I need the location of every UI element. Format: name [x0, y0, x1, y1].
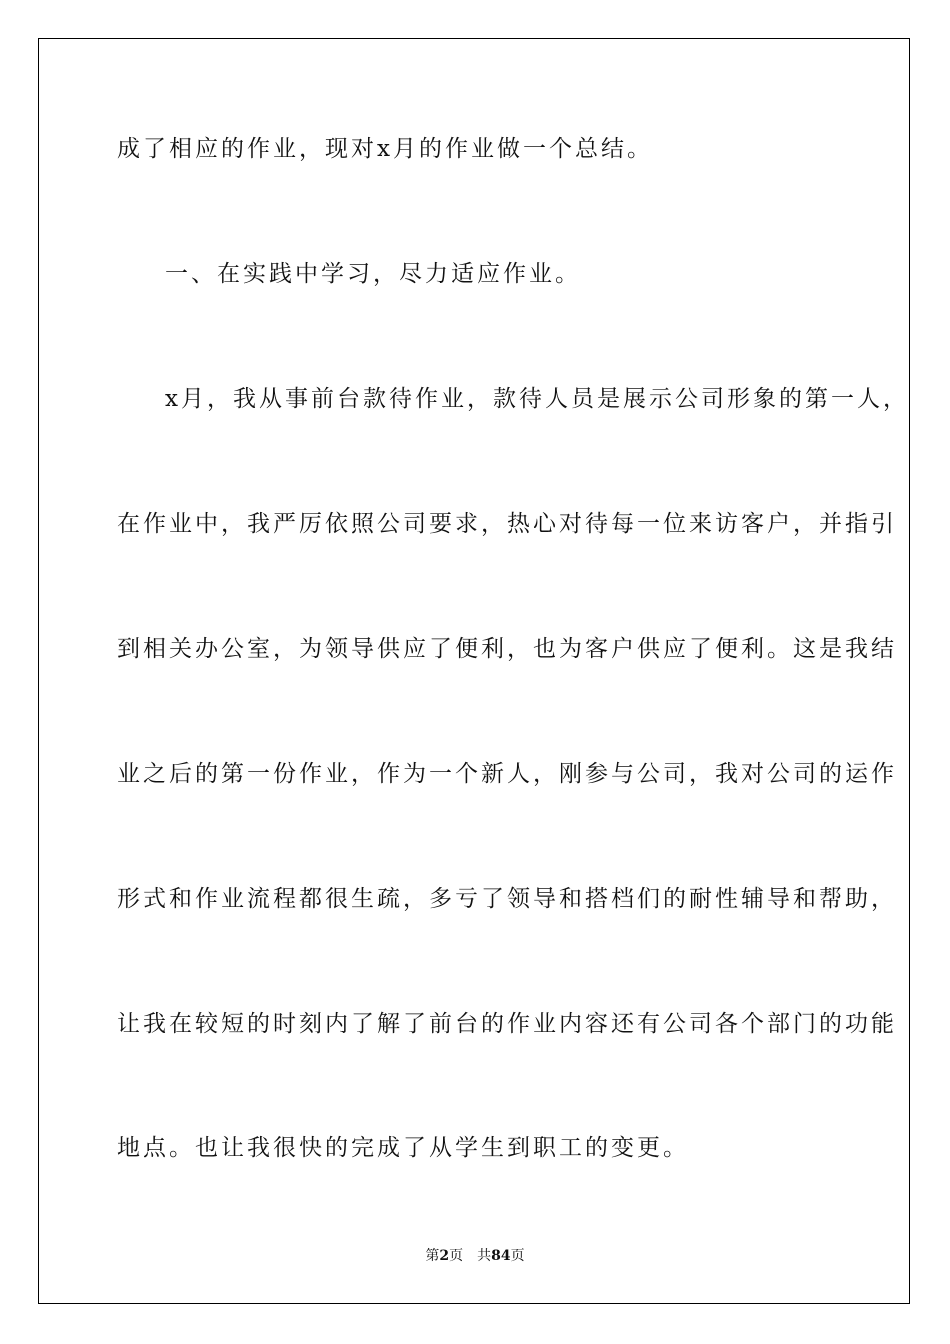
page-suffix: 页	[449, 1248, 464, 1264]
body-line-4: 到相关办公室，为领导供应了便利，也为客户供应了便利。这是我结	[117, 636, 897, 662]
page-border	[38, 38, 910, 1304]
body-line-3: 在作业中，我严厉依照公司要求，热心对待每一位来访客户，并指引	[117, 511, 897, 537]
body-line-6: 形式和作业流程都很生疏，多亏了领导和搭档们的耐性辅导和帮助，	[117, 886, 897, 912]
total-pages: 84	[491, 1248, 511, 1264]
page-footer	[0, 1247, 950, 1265]
body-line-1: 成了相应的作业，现对x月的作业做一个总结。	[117, 136, 653, 162]
section-heading: 一、在实践中学习，尽力适应作业。	[165, 261, 581, 287]
body-line-7: 让我在较短的时刻内了解了前台的作业内容还有公司各个部门的功能	[117, 1011, 897, 1037]
page-number: 2	[439, 1248, 450, 1264]
page-prefix: 第	[425, 1248, 440, 1264]
body-line-8: 地点。也让我很快的完成了从学生到职工的变更。	[117, 1135, 689, 1161]
body-line-2: x月，我从事前台款待作业，款待人员是展示公司形象的第一人，	[165, 386, 909, 412]
total-prefix: 共	[477, 1248, 492, 1264]
total-suffix: 页	[510, 1248, 525, 1264]
body-line-5: 业之后的第一份作业，作为一个新人，刚参与公司，我对公司的运作	[117, 761, 897, 787]
